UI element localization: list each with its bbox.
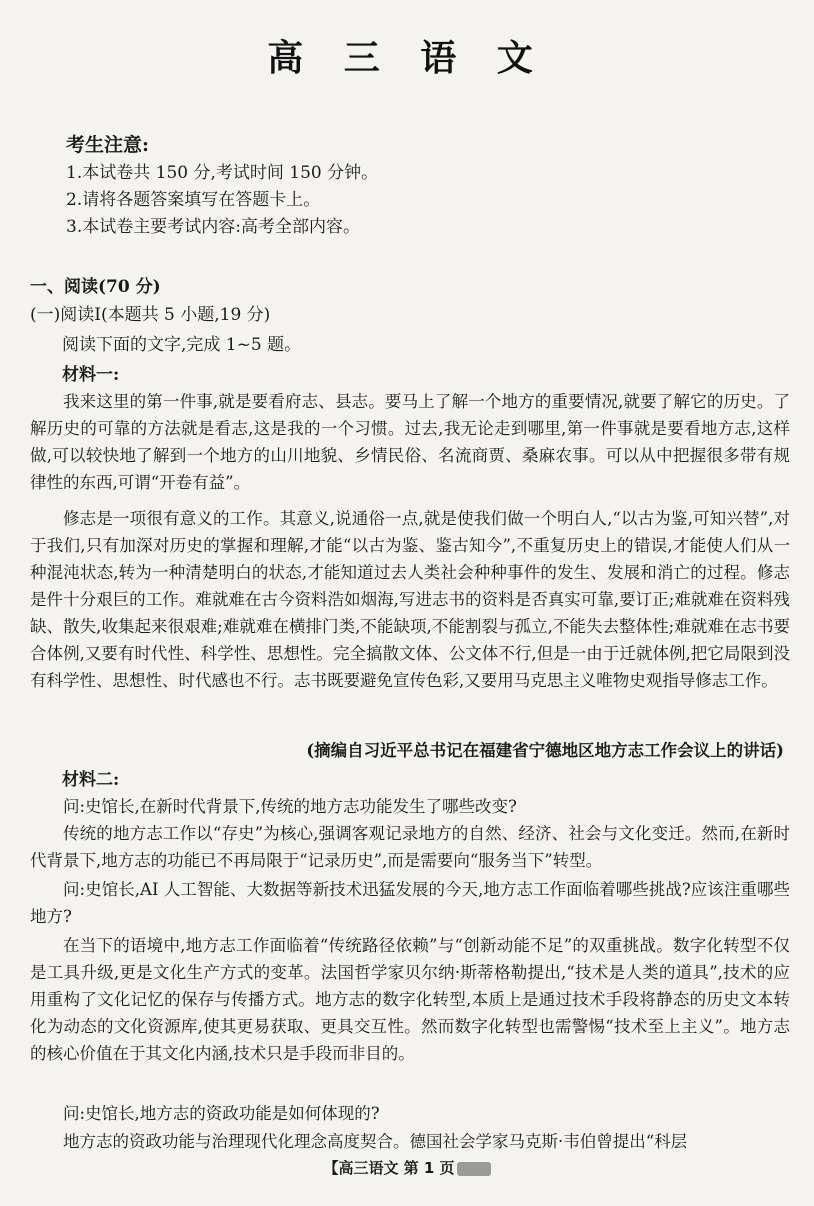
page-title: 高 三 语 文 xyxy=(267,37,547,79)
material1-paragraph: 修志是一项很有意义的工作。其意义,说通俗一点,就是使我们做一个明白人,“以古为鉴,可知兴替”,对于我们,只有加深对历史的掌握和理解,才能“以古为鉴、鉴古知今”,不重复历史上的错误,才能使人们从一种混沌状态,转为一种清楚明白的状态,才能知道过去人类社会种种事件的发生、发展和消亡的过程。修志是件十分艰巨的工作。难就难在古今资料浩如烟海,写进志书的资料是否真实可靠,要订正;难就难在资料残缺、散失,收集起来很艰难;难就难在横排门类,不能缺项,不能割裂与孤立,不能失去整体性;难就难在志书要合体例,又要有时代性、科学性、思想性。完全搞散文体、公文体不行,但是一由于迁就体例,把它局限到没有科学性、思想性、时代感也不行。志书既要避免宣传色彩,又要用马克思主义唯物史观指导修志工作。 xyxy=(30,509,790,690)
material1-paragraph: 我来这里的第一件事,就是要看府志、县志。要马上了解一个地方的重要情况,就要了解它的历史。了解历史的可靠的方法就是看志,这是我的一个习惯。过去,我无论走到哪里,第一件事就是要看地方志,这样做,可以较快地了解到一个地方的山川地貌、乡情民俗、名流商贾、桑麻农事。可以从中把握很多带有规律性的东西,可谓“开卷有益”。 xyxy=(30,392,790,492)
material1-source: (摘编自习近平总书记在福建省宁德地区地方志工作会议上的讲话) xyxy=(306,741,784,760)
answer-paragraph: 在当下的语境中,地方志工作面临着“传统路径依赖”与“创新动能不足”的双重挑战。数字化转型不仅是工具升级,更是文化生产方式的变革。法国哲学家贝尔纳·斯蒂格勒提出,“技术是人类的道具”,技术的应用重构了文化记忆的保存与传播方式。地方志的数字化转型,本质上是通过技术手段将静态的历史文本转化为动态的文化资源库,使其更易获取、更具交互性。然而数字化转型也需警惕“技术至上主义”。地方志的核心价值在于其文化内涵,技术只是手段而非目的。 xyxy=(30,936,790,1063)
notice-list xyxy=(66,160,378,241)
answer-paragraph: 地方志的资政功能与治理现代化理念高度契合。德国社会学家马克斯·韦伯曾提出“科层 xyxy=(63,1132,688,1151)
notice-item: 3.本试卷主要考试内容:高考全部内容。 xyxy=(66,217,360,237)
page-footer xyxy=(0,1157,814,1178)
smudge-mark xyxy=(457,1162,491,1176)
answer-paragraph: 传统的地方志工作以“存史”为核心,强调客观记录地方的自然、经济、社会与文化变迁。然而,在新时代背景下,地方志的功能已不再局限于“记录历史”,而是需要向“服务当下”转型。 xyxy=(30,824,790,870)
subsection-heading: (一)阅读Ⅰ(本题共 5 小题,19 分) xyxy=(30,305,271,325)
question-line: 问:史馆长,地方志的资政功能是如何体现的? xyxy=(63,1104,380,1123)
material2-label: 材料二: xyxy=(62,770,120,790)
section-heading: 一、阅读(70 分) xyxy=(30,277,161,297)
question-line: 问:史馆长,AI 人工智能、大数据等新技术迅猛发展的今天,地方志工作面临着哪些挑战?应该注重哪些地方? xyxy=(30,880,790,926)
material1-label: 材料一: xyxy=(62,365,120,385)
instruction: 阅读下面的文字,完成 1~5 题。 xyxy=(62,335,302,355)
notice-item: 1.本试卷共 150 分,考试时间 150 分钟。 xyxy=(66,163,379,183)
question-line: 问:史馆长,在新时代背景下,传统的地方志功能发生了哪些改变? xyxy=(63,797,517,816)
notice-item: 2.请将各题答案填写在答题卡上。 xyxy=(66,190,321,210)
footer-label: 【高三语文 第 1 页 xyxy=(323,1159,455,1177)
notice-heading: 考生注意: xyxy=(66,134,150,156)
